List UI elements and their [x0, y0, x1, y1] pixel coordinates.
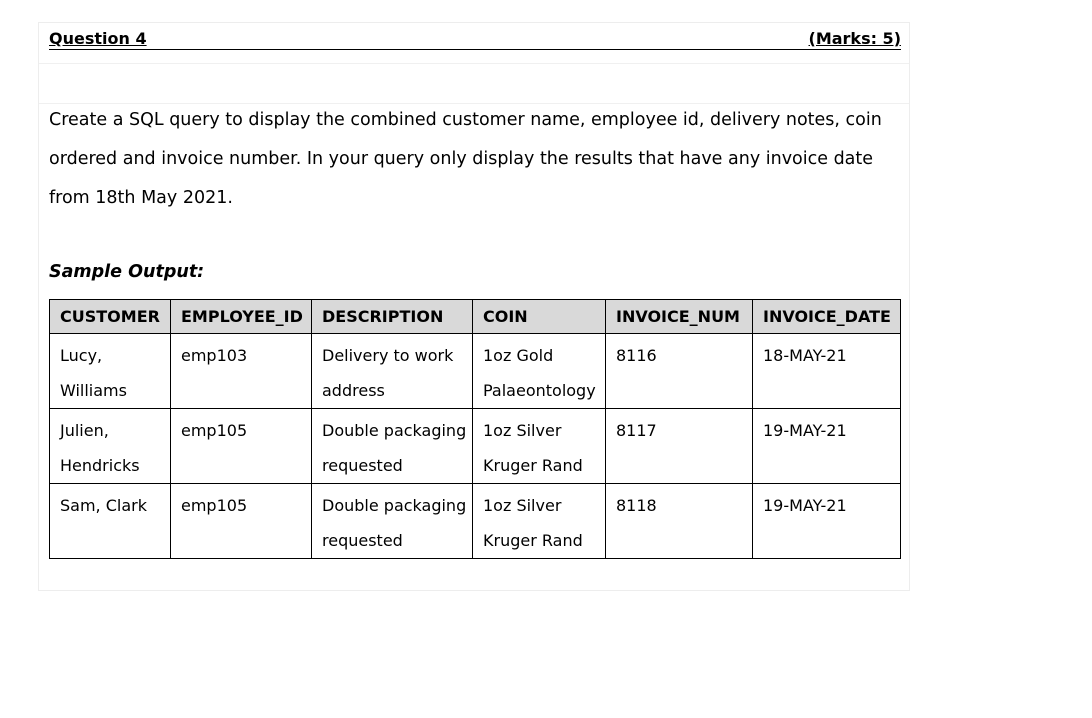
cell-coin: 1oz Gold Palaeontology: [473, 334, 606, 409]
cell-invoice-date: 19-MAY-21: [753, 484, 901, 559]
cell-employee-id: emp105: [171, 409, 312, 484]
cell-description: Double packaging requested: [312, 409, 473, 484]
cell-customer: Julien, Hendricks: [50, 409, 171, 484]
column-header-employee-id: EMPLOYEE_ID: [171, 300, 312, 334]
cell-customer: Sam, Clark: [50, 484, 171, 559]
cell-employee-id: emp105: [171, 484, 312, 559]
divider: [39, 63, 909, 64]
cell-customer: Lucy, Williams: [50, 334, 171, 409]
table-row: [50, 334, 901, 409]
cell-coin: 1oz Silver Kruger Rand: [473, 409, 606, 484]
question-text: Create a SQL query to display the combined customer name, employee id, delivery notes, coin ordered and invoice number. In your query only display the results that have any invoice date from 18th May 2021.: [49, 110, 882, 208]
sample-output-table: [49, 299, 901, 559]
sample-output-label: Sample Output:: [49, 262, 205, 282]
cell-invoice-num: 8117: [606, 409, 753, 484]
column-header-description: DESCRIPTION: [312, 300, 473, 334]
column-header-invoice-num: INVOICE_NUM: [606, 300, 753, 334]
column-header-coin: COIN: [473, 300, 606, 334]
cell-invoice-num: 8118: [606, 484, 753, 559]
cell-employee-id: emp103: [171, 334, 312, 409]
table-header-row: [50, 300, 901, 334]
cell-description: Delivery to work address: [312, 334, 473, 409]
cell-invoice-num: 8116: [606, 334, 753, 409]
column-header-customer: CUSTOMER: [50, 300, 171, 334]
cell-coin: 1oz Silver Kruger Rand: [473, 484, 606, 559]
cell-invoice-date: 19-MAY-21: [753, 409, 901, 484]
question-sheet: [38, 22, 910, 591]
question-header: [49, 29, 901, 50]
question-title: Question 4: [49, 29, 147, 48]
table-row: [50, 409, 901, 484]
table-row: [50, 484, 901, 559]
cell-description: Double packaging requested: [312, 484, 473, 559]
cell-invoice-date: 18-MAY-21: [753, 334, 901, 409]
column-header-invoice-date: INVOICE_DATE: [753, 300, 901, 334]
question-marks: (Marks: 5): [808, 29, 901, 48]
